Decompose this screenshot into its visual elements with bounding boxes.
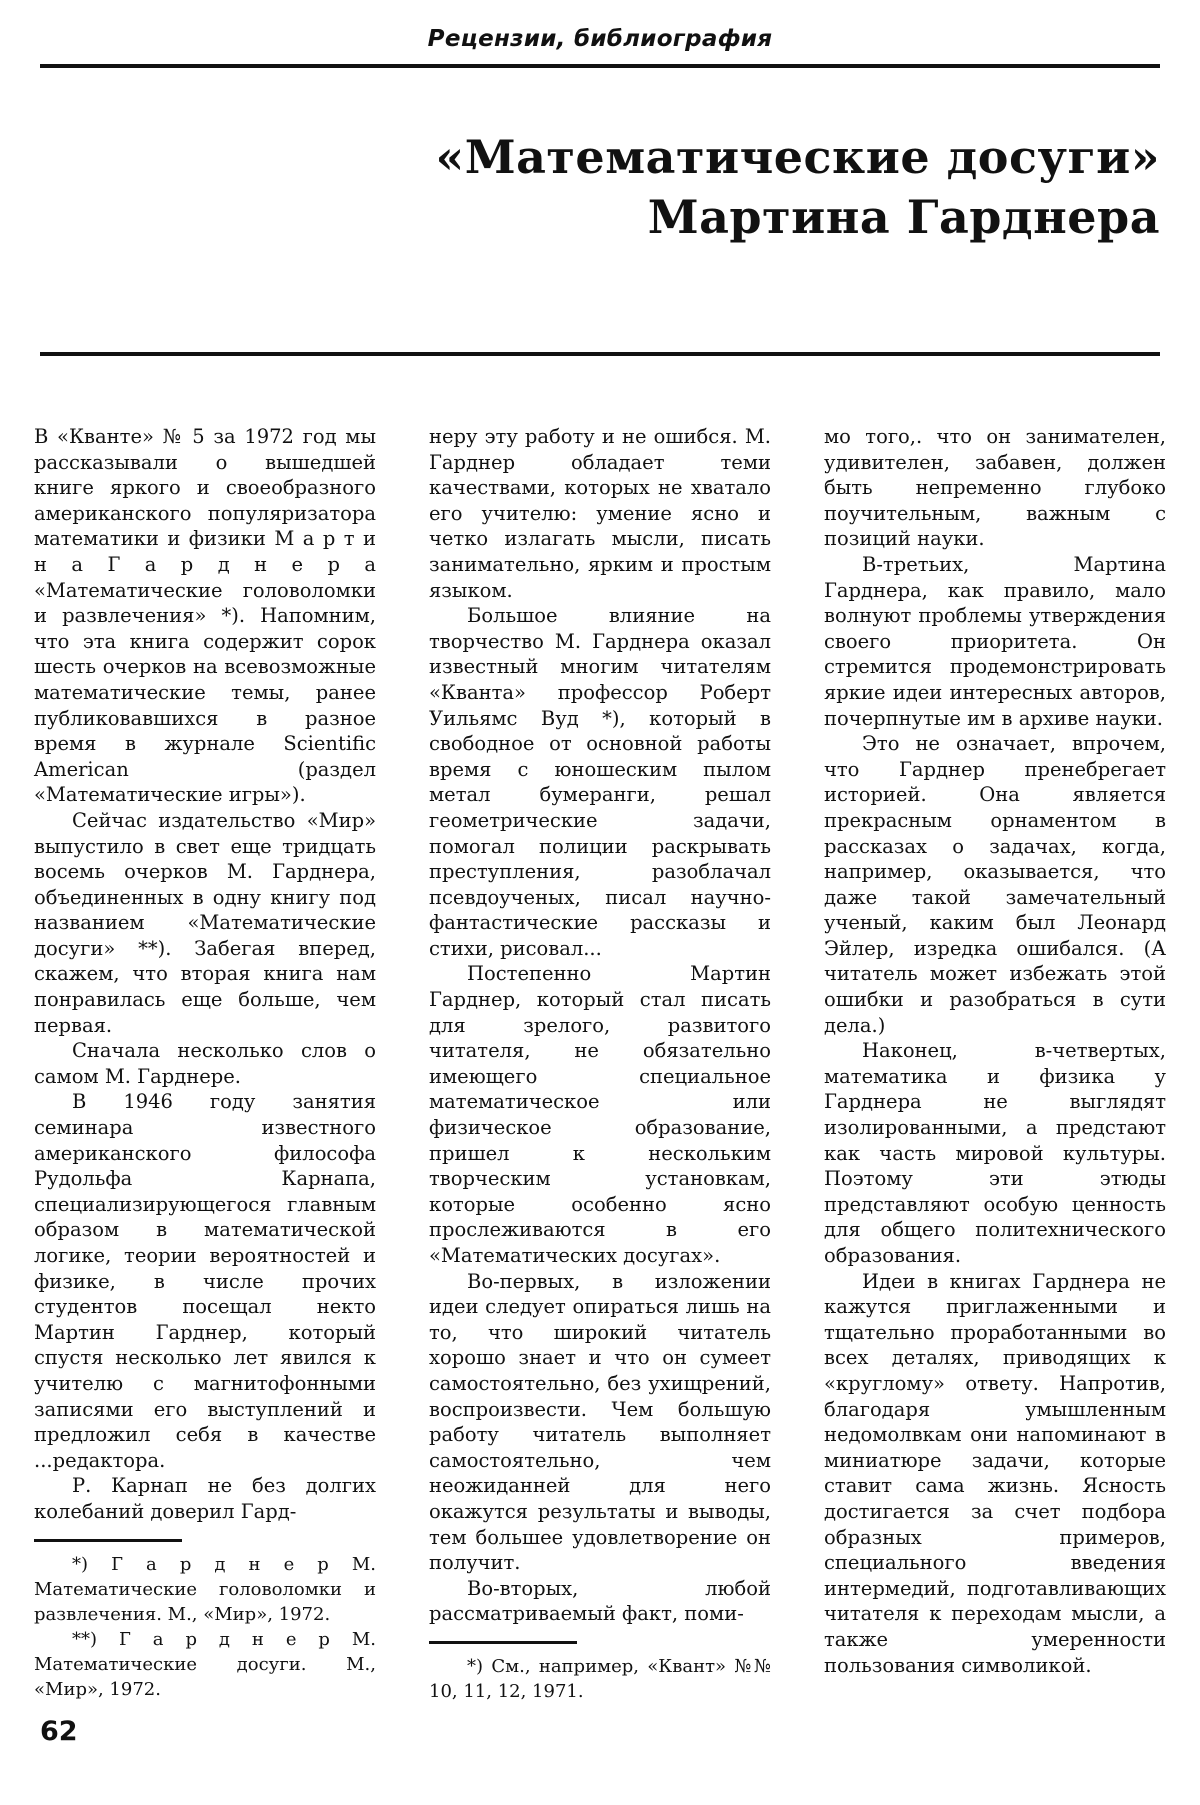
paragraph: Сначала несколько слов о самом М. Гарднере.	[34, 1039, 376, 1088]
paragraph: В-третьих, Мартина Гарднера, как правило, мало волнуют проблемы утверждения своего приоритета. Он стремится продемонстрировать яркие идеи интересных авторов, почерпнутые им в архиве науки.	[824, 552, 1166, 730]
paragraph: Сейчас издательство «Мир» выпустило в свет еще тридцать восемь очерков М. Гарднера, объединенных в одну книгу под названием «Математические досуги» **). Забегая вперед, скажем, что вторая книга нам понравилась еще больше, чем первая.	[34, 808, 376, 1037]
article-title-line-2: Мартина Гарднера	[647, 189, 1160, 244]
article-body	[34, 424, 1166, 1704]
title-rule	[40, 352, 1160, 356]
paragraph: Р. Карнап не без долгих колебаний доверил Гард-	[34, 1474, 376, 1523]
paragraph: Постепенно Мартин Гарднер, который стал писать для зрелого, развитого читателя, не обязательно имеющего специальное математическое или физическое образование, пришел к нескольким творческим установкам, которые особенно ясно прослеживаются в его «Математических досугах».	[429, 962, 771, 1267]
footnote: **) Г а р д н е р М. Математические досуги. М., «Мир», 1972.	[34, 1628, 376, 1700]
paragraph: неру эту работу и не ошибся. М. Гарднер обладает теми качествами, которых не хватало его учителю: умение ясно и четко излагать мысли, писать занимательно, ярким и простым языком.	[429, 425, 771, 602]
footnote-rule	[34, 1539, 182, 1542]
running-head: Рецензии, библиография	[427, 26, 773, 52]
page-number: 62	[40, 1716, 78, 1747]
text-column-2	[429, 424, 771, 1704]
paragraph: Наконец, в-четвертых, математика и физика у Гарднера не выглядят изолированными, а предстают как часть мировой культуры. Поэтому эти этюды представляют особую ценность для общего политехнического образования.	[824, 1039, 1166, 1267]
paragraph: мо того,. что он занимателен, удивителен, забавен, должен быть непременно глубоко поучительным, важным с позиций науки.	[824, 425, 1166, 551]
paragraph: Это не означает, впрочем, что Гарднер пренебрегает историей. Она является прекрасным орнаментом в рассказах о задачах, когда, например, оказывается, что даже такой замечательный ученый, каким был Леонард Эйлер, изредка ошибался. (А читатель может избежать этой ошибки и разобраться в сути дела.)	[824, 732, 1166, 1037]
paragraph: В «Кванте» № 5 за 1972 год мы рассказывали о вышедшей книге яркого и своеобразного американского популяризатора математики и физики М а р т и н а Г а р д н е р а «Математические головоломки и развлечения» *). Напомним, что эта книга содержит сорок шесть очерков на всевозможные математические темы, ранее публиковавшихся в разное время в журнале Scientific American (раздел «Математические игры»).	[34, 425, 376, 807]
footnote: *) См., например, «Квант» №№ 10, 11, 12, 1971.	[429, 1655, 771, 1702]
article-title-line-1: «Математические досуги»	[435, 130, 1160, 184]
paragraph: Большое влияние на творчество М. Гарднера оказал известный многим читателям «Кванта» профессор Роберт Уильямс Вуд *), который в свободное от основной работы время с юношеским пылом метал бумеранги, решал геометрические задачи, помогал полиции раскрывать преступления, разоблачал псевдоученых, писал научно-фантастические рассказы и стихи, рисовал...	[429, 604, 771, 960]
footnote: *) Г а р д н е р М. Математические головоломки и развлечения. М., «Мир», 1972.	[34, 1553, 376, 1625]
article-title	[40, 128, 1160, 248]
text-column-3	[824, 424, 1166, 1704]
page-header	[40, 26, 1160, 68]
text-column-1	[34, 424, 376, 1704]
paragraph: Идеи в книгах Гарднера не кажутся приглаженными и тщательно проработанными во всех деталях, приводящих к «круглому» ответу. Напротив, благодаря умышленным недомолвкам они напоминают в миниатюре задачи, которые ставит сама жизнь. Ясность достигается за счет подбора образных примеров, специального введения интермедий, подготавливающих читателя к переходам мысли, а также умеренности пользования символикой.	[824, 1269, 1166, 1677]
paragraph: Во-вторых, любой рассматриваемый факт, поми-	[429, 1576, 771, 1626]
paragraph: В 1946 году занятия семинара известного американского философа Рудольфа Карнапа, специализирующегося главным образом в математической логике, теории вероятностей и физике, в числе прочих студентов посещал некто Мартин Гарднер, который спустя несколько лет явился к учителю с магнитофонными записями его выступлений и предложил себя в качестве ...редактора.	[34, 1090, 376, 1472]
footnote-rule	[429, 1641, 577, 1644]
paragraph: Во-первых, в изложении идеи следует опираться лишь на то, что широкий читатель хорошо знает и что он сумеет самостоятельно, без ухищрений, воспроизвести. Чем большую работу читатель выполняет самостоятельно, чем неожиданней для него окажутся результаты и выводы, тем большее удовлетворение он получит.	[429, 1269, 771, 1575]
header-rule	[40, 64, 1160, 68]
